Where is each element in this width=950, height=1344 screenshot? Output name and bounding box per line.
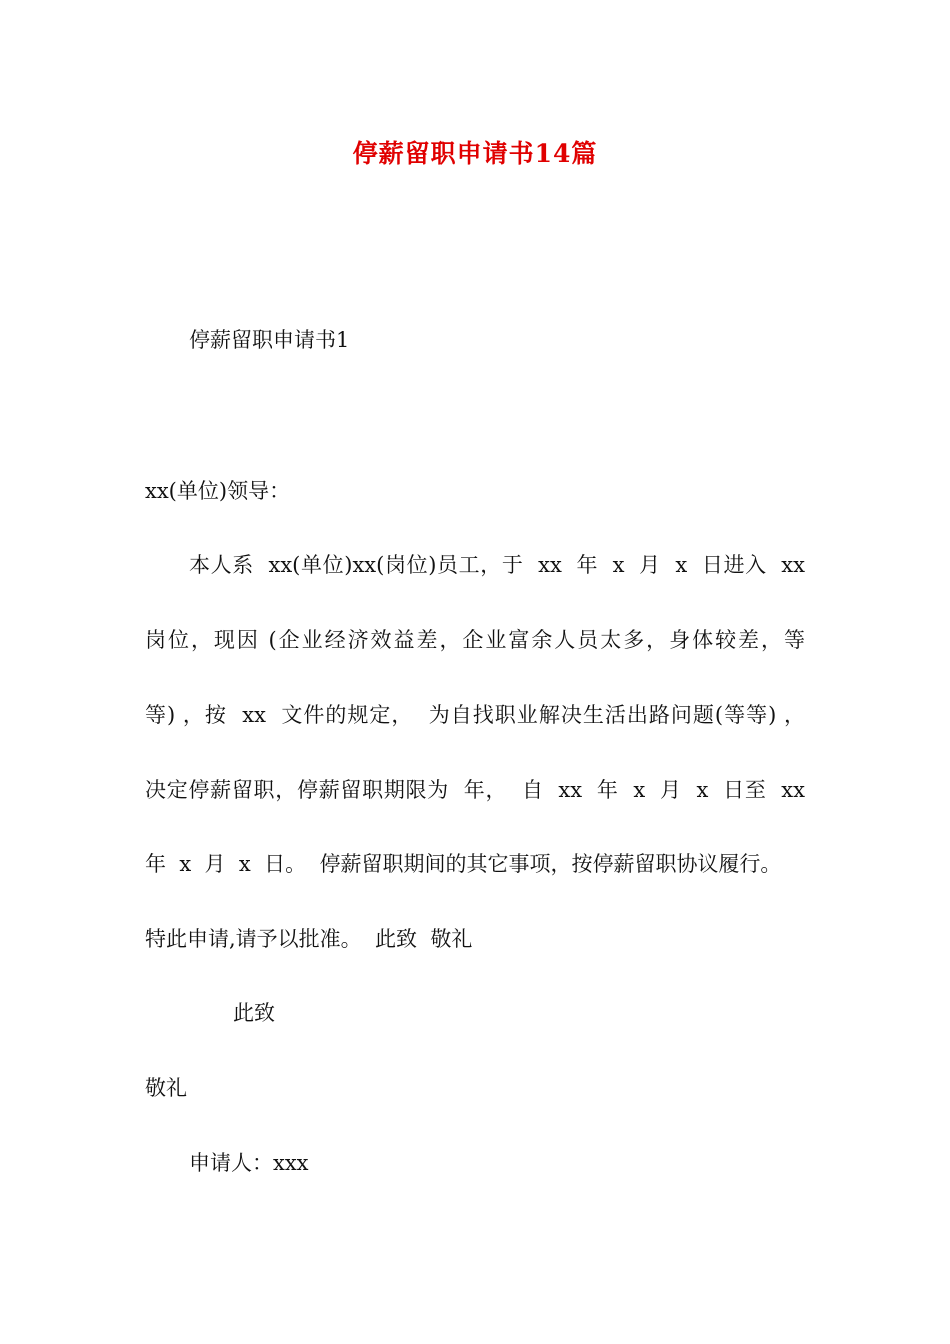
salutation: xx(单位)领导： [145,479,291,503]
closing-cizhi: 此致 [233,1001,275,1025]
body-line-6: 特此申请,请予以批准。 此致 敬礼 [145,927,473,951]
document-title: 停薪留职申请书14篇 [352,139,598,168]
body-line-1: 本人系 xx(单位)xx(岗位)员工，于 xx 年 x 月 x 日进入 xx [189,553,805,577]
section-heading: 停薪留职申请书1 [189,328,350,352]
body-line-4: 决定停薪留职，停薪留职期限为 年， 自 xx 年 x 月 x 日至 xx [145,778,805,802]
body-line-3: 等) ，按 xx 文件的规定， 为自找职业解决生活出路问题(等等) ， [145,703,805,727]
applicant-line: 申请人：xxx [189,1151,309,1175]
closing-jingli: 敬礼 [145,1076,187,1100]
body-line-5: 年 x 月 x 日。 停薪留职期间的其它事项，按停薪留职协议履行。 [145,852,782,876]
body-line-2: 岗位，现因 (企业经济效益差，企业富余人员太多，身体较差，等 [145,628,805,652]
